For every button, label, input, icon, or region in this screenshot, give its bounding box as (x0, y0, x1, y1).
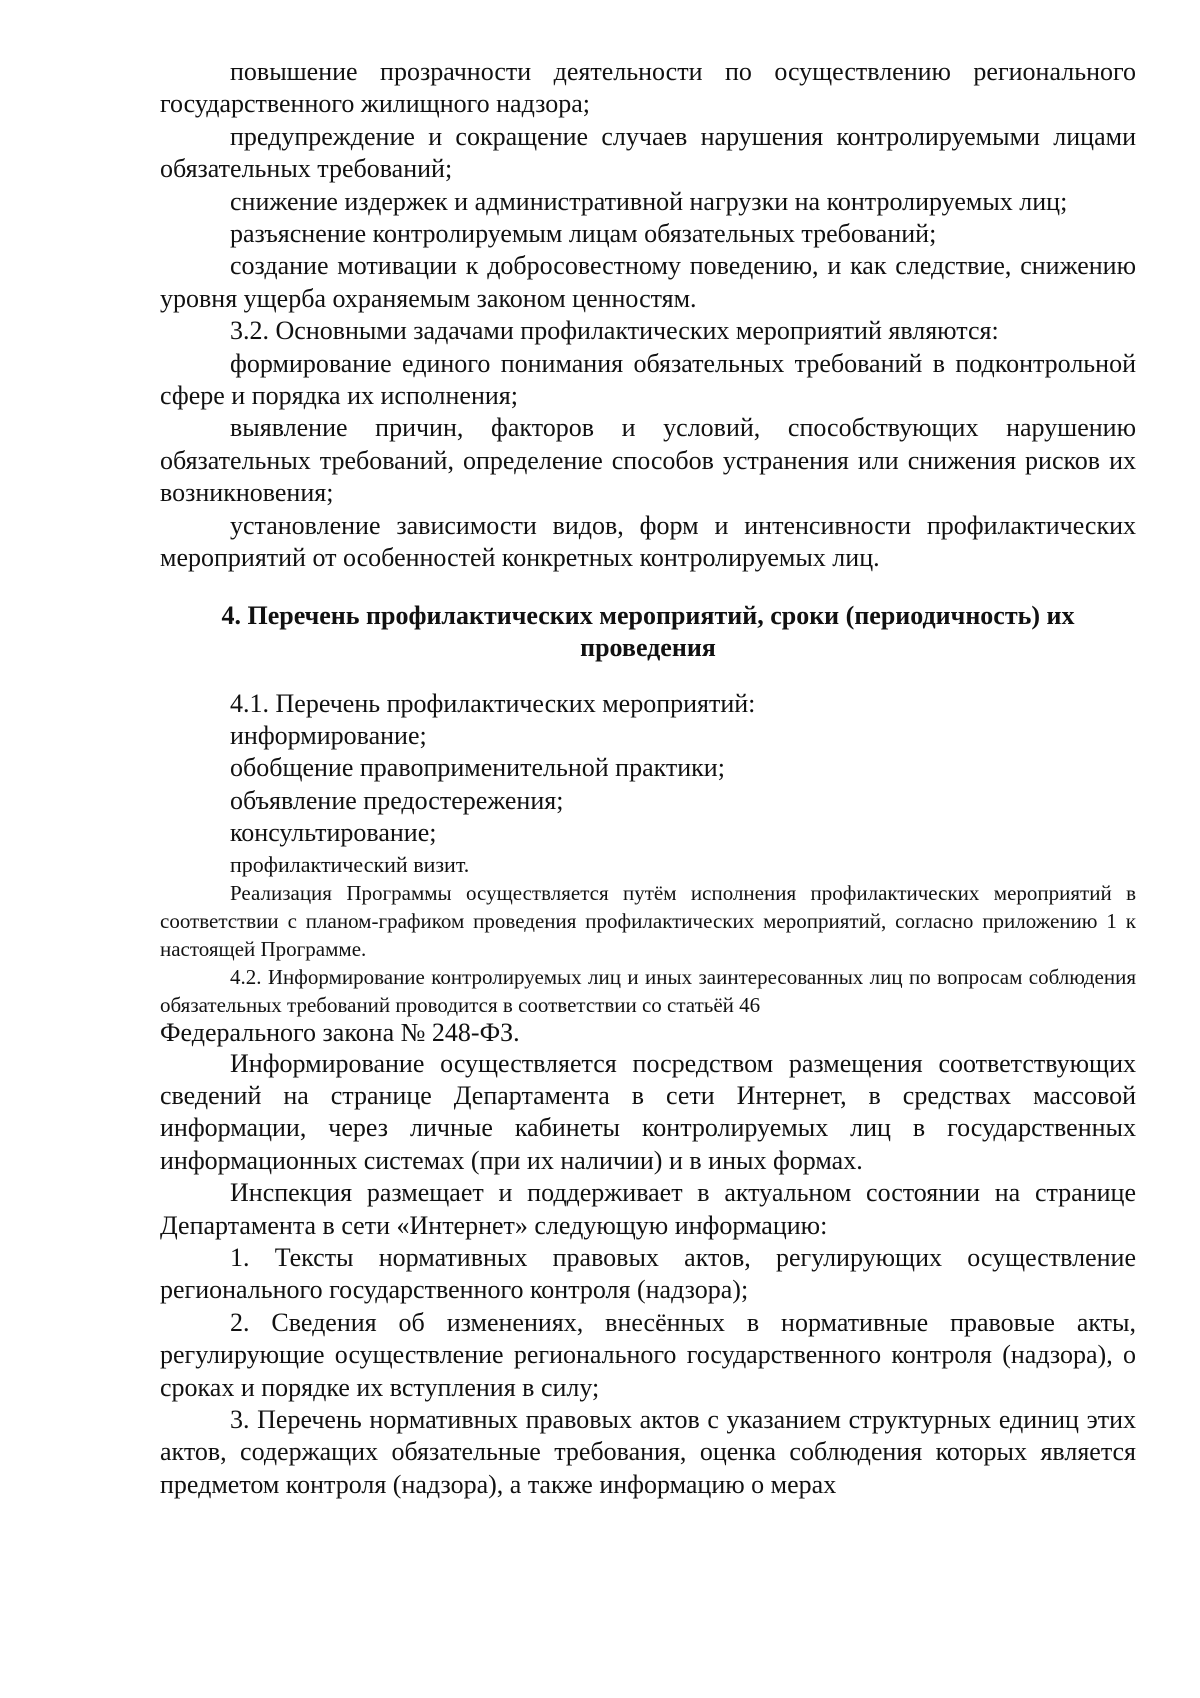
paragraph-motivation: создание мотивации к добросовестному поведению, и как следствие, снижению уровня ущерба охраняемым законом ценностям. (160, 251, 1136, 313)
section-heading-line1: 4. Перечень профилактических мероприятий, сроки (периодичность) их (221, 600, 1075, 630)
section-heading (160, 600, 1136, 664)
paragraph-prevention: предупреждение и сокращение случаев нарушения контролируемыми лицами обязательных требований; (160, 121, 1136, 184)
paragraph-4-2 (160, 963, 1136, 1048)
list-item-visit: профилактический визит. (230, 851, 470, 877)
paragraph-realization: Реализация Программы осуществляется путём исполнения профилактических мероприятий в соответствии с планом-графиком проведения профилактических мероприятий, согласно приложению 1 к настоящей Программе. (160, 880, 1136, 961)
list-item: объявление предостережения; (230, 785, 564, 815)
list-item: 4.1. Перечень профилактических мероприятий: (230, 688, 756, 718)
paragraph-4-2-text: 4.2. Информирование контролируемых лиц и иных заинтересованных лиц по вопросам соблюдения обязательных требований проводится в соответствии со статьёй 46 (160, 964, 1136, 1017)
paragraph-dependency: установление зависимости видов, форм и интенсивности профилактических мероприятий от особенностей конкретных контролируемых лиц. (160, 510, 1136, 573)
paragraph-causes: выявление причин, факторов и условий, способствующих нарушению обязательных требований, определение способов устранения или снижения рисков их возникновения; (160, 413, 1136, 508)
document-page (160, 56, 1136, 1501)
paragraph-3-2: 3.2. Основными задачами профилактических мероприятий являются: (230, 316, 999, 346)
paragraph-explanation: разъяснение контролируемым лицам обязательных требований; (230, 219, 937, 249)
paragraph-costs: снижение издержек и административной нагрузки на контролируемых лиц; (230, 186, 1068, 216)
list-item: обобщение правоприменительной практики; (230, 753, 725, 783)
paragraph-transparency: повышение прозрачности деятельности по осуществлению регионального государственного жилищного надзора; (160, 57, 1136, 119)
paragraph-inspection: Инспекция размещает и поддерживает в актуальном состоянии на странице Департамента в сети «Интернет» следующую информацию: (160, 1178, 1136, 1240)
list-item: консультирование; (230, 818, 437, 848)
paragraph-item-2: 2. Сведения об изменениях, внесённых в нормативные правовые акты, регулирующие осуществление регионального государственного контроля (надзора), о сроках и порядке их вступления в силу; (160, 1307, 1136, 1402)
paragraph-4-2-law: Федерального закона № 248-ФЗ. (160, 1017, 520, 1047)
paragraph-unified-understanding: формирование единого понимания обязательных требований в подконтрольной сфере и порядка их исполнения; (160, 348, 1136, 411)
paragraph-informing: Информирование осуществляется посредством размещения соответствующих сведений на странице Департамента в сети Интернет, в средствах массовой информации, через личные кабинеты контролируемых лиц в государственных информационных системах (при их наличии) и в иных формах. (160, 1048, 1136, 1175)
paragraph-item-1: 1. Тексты нормативных правовых актов, регулирующих осуществление регионального государственного контроля (надзора); (160, 1242, 1136, 1305)
list-item: информирование; (230, 720, 427, 750)
section-heading-line2: проведения (580, 632, 716, 662)
measures-list (160, 688, 1136, 850)
paragraph-item-3: 3. Перечень нормативных правовых актов с указанием структурных единиц этих актов, содержащих обязательные требования, оценка соблюдения которых является предметом контроля (надзора), а также информацию о мерах (160, 1405, 1136, 1499)
